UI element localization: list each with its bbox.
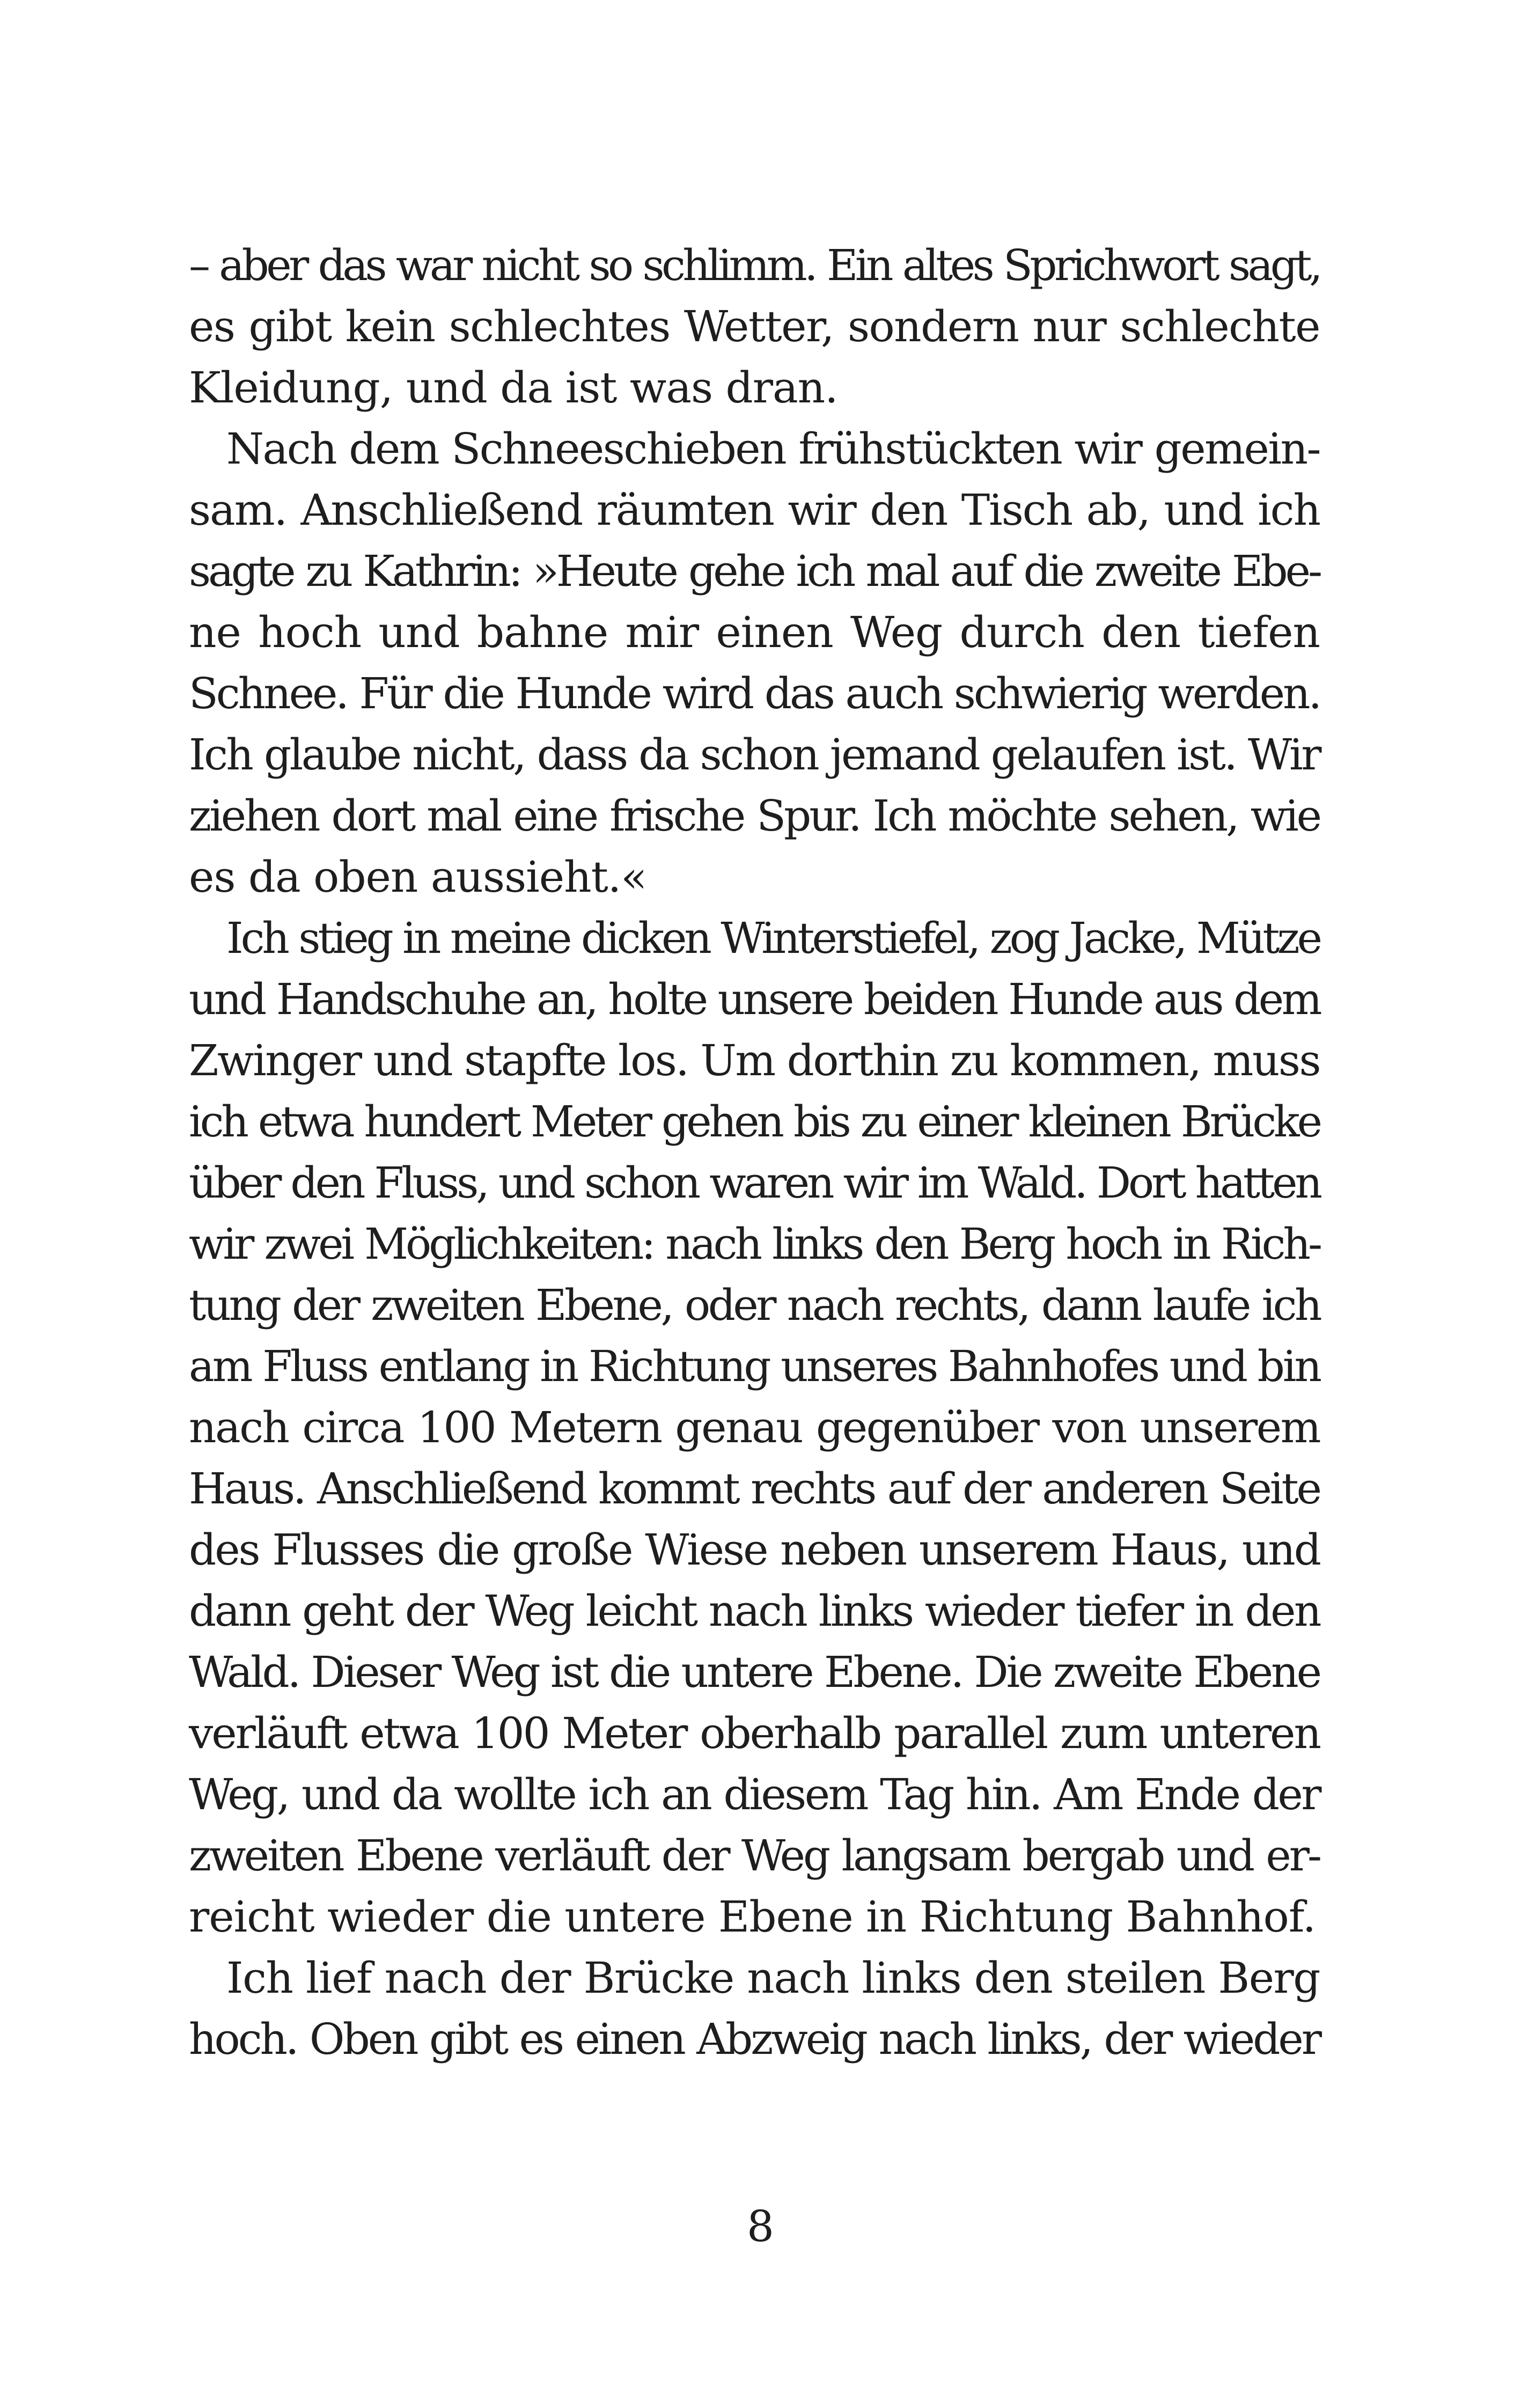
text-line: reicht wieder die untere Ebene in Richtung Bahnhof.	[189, 1892, 1316, 1942]
text-line: – aber das war nicht so schlimm. Ein altes Sprichwort sagt,	[189, 240, 1320, 290]
text-line: Schnee. Für die Hunde wird das auch schwierig werden.	[189, 669, 1320, 718]
text-line: und Handschuhe an, holte unsere beiden Hunde aus dem	[189, 974, 1320, 1024]
text-line: dann geht der Weg leicht nach links wieder tiefer in den	[189, 1586, 1320, 1636]
text-line: verläuft etwa 100 Meter oberhalb parallel zum unteren	[189, 1708, 1320, 1758]
body-text	[189, 235, 1320, 2070]
text-line: Zwinger und stapfte los. Um dorthin zu kommen, muss	[189, 1036, 1320, 1085]
text-line: ziehen dort mal eine frische Spur. Ich möchte sehen, wie	[189, 791, 1320, 841]
text-line: sam. Anschließend räumten wir den Tisch ab, und ich	[189, 485, 1320, 535]
text-line: hoch. Oben gibt es einen Abzweig nach links, der wieder	[189, 2014, 1320, 2064]
text-line: es gibt kein schlechtes Wetter, sondern nur schlechte	[189, 302, 1320, 351]
text-line: Weg, und da wollte ich an diesem Tag hin. Am Ende der	[189, 1770, 1320, 1819]
text-line: Nach dem Schneeschieben frühstückten wir gemein-	[226, 424, 1320, 474]
text-line: Ich lief nach der Brücke nach links den steilen Berg	[226, 1953, 1320, 2003]
text-line: ne hoch und bahne mir einen Weg durch den tiefen	[189, 607, 1320, 657]
text-line: sagte zu Kathrin: »Heute gehe ich mal auf die zweite Ebe-	[189, 546, 1320, 596]
text-line: nach circa 100 Metern genau gegenüber von unserem	[189, 1403, 1320, 1452]
text-line: über den Fluss, und schon waren wir im Wald. Dort hatten	[189, 1158, 1320, 1208]
page-number: 8	[747, 2201, 774, 2251]
text-line: ich etwa hundert Meter gehen bis zu einer kleinen Brücke	[189, 1097, 1320, 1147]
text-line: Ich stieg in meine dicken Winterstiefel, zog Jacke, Mütze	[226, 913, 1320, 963]
text-line: wir zwei Möglichkeiten: nach links den Berg hoch in Rich-	[189, 1219, 1320, 1269]
text-line: zweiten Ebene verläuft der Weg langsam bergab und er-	[189, 1831, 1320, 1881]
text-line: Wald. Dieser Weg ist die untere Ebene. Die zweite Ebene	[189, 1647, 1320, 1697]
text-line: Kleidung, und da ist was dran.	[189, 363, 838, 413]
text-line: des Flusses die große Wiese neben unserem Haus, und	[189, 1525, 1320, 1575]
text-line: es da oben aussieht.«	[189, 852, 647, 902]
text-line: Ich glaube nicht, dass da schon jemand gelaufen ist. Wir	[189, 730, 1320, 780]
text-line: am Fluss entlang in Richtung unseres Bahnhofes und bin	[189, 1341, 1320, 1391]
text-line: tung der zweiten Ebene, oder nach rechts, dann laufe ich	[189, 1280, 1320, 1330]
text-line: Haus. Anschließend kommt rechts auf der anderen Seite	[189, 1464, 1320, 1514]
